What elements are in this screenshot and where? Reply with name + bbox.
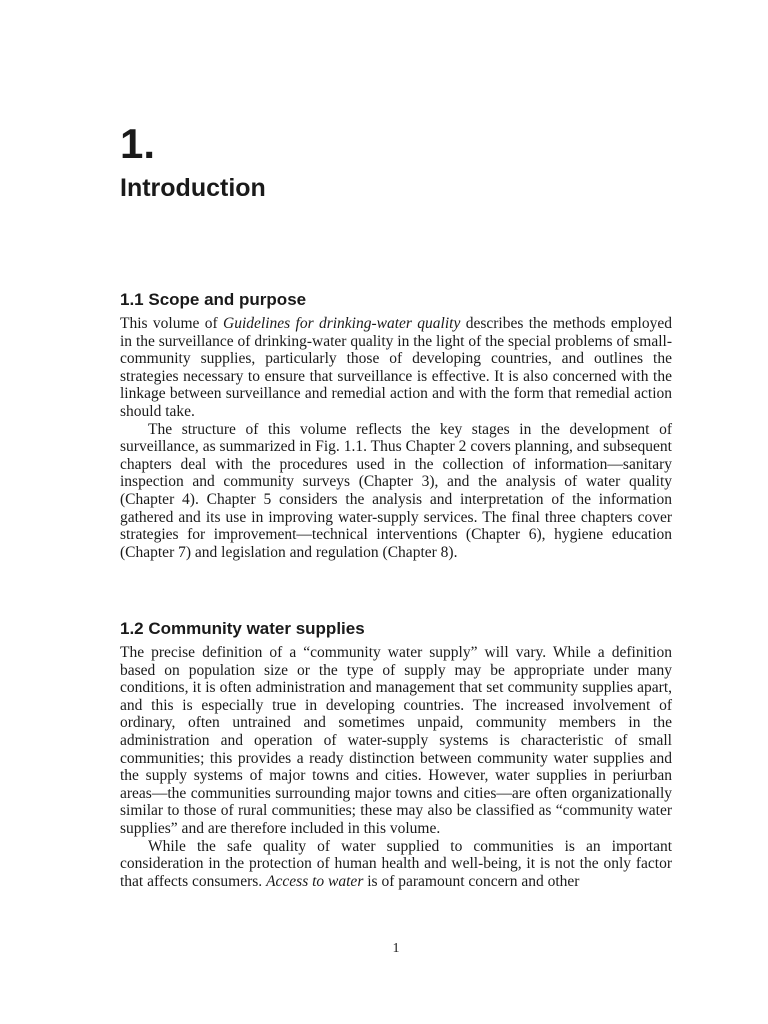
- page-number: 1: [392, 941, 400, 956]
- paragraph-text: This volume of: [120, 315, 224, 332]
- section-scope-and-purpose: [120, 289, 672, 561]
- section-community-water-supplies: [120, 618, 672, 890]
- paragraph-text: describes the methods employed in the surveillance of drinking-water quality in the light of the special problems of small-community supplies, particularly those of developing countries, and outlines the strategies necessary to ensure that surveillance is effective. It is also concerned with the linkage between surveillance and remedial action and with the form that remedial action should take.: [120, 315, 672, 420]
- publication-title: Guidelines for drinking-water quality: [223, 315, 461, 332]
- paragraph: The structure of this volume reflects the key stages in the development of surveillance, as summarized in Fig. 1.1. Thus Chapter 2 covers planning, and subsequent chapters deal with the procedures used in the collection of information—sanitary inspection and community surveys (Chapter 3), and the analysis of water quality (Chapter 4). Chapter 5 considers the analysis and interpretation of the information gathered and its use in improving water-supply services. The final three chapters cover strategies for improvement—technical interventions (Chapter 6), hygiene education (Chapter 7) and legislation and regulation (Chapter 8).: [120, 420, 672, 561]
- chapter-title: Introduction: [120, 174, 266, 202]
- paragraph-text: is of paramount concern and other: [363, 872, 580, 890]
- paragraph-text: While the safe quality of water supplied to communities is an important consideration in the protection of human health and well-being, it is not the only factor that affects consumers.: [120, 837, 672, 890]
- chapter-number: 1.: [120, 120, 156, 167]
- paragraph: The precise definition of a “community water supply” will vary. While a definition based on population size or the type of supply may be appropriate under many conditions, it is often administration and management that set community supplies apart, and this is especially true in developing countries. The increased involvement of ordinary, often untrained and sometimes unpaid, community members in the administration and operation of water-supply systems is characteristic of small communities; this provides a ready distinction between community water supplies and the supply systems of major towns and cities. However, water supplies in periurban areas—the communities surrounding major towns and cities—are often organizationally similar to those of rural communities; these may also be classified as “community water supplies” and are therefore included in this volume.: [120, 644, 672, 837]
- emphasis-term: Access to water: [266, 872, 364, 890]
- section-heading: 1.2 Community water supplies: [120, 619, 365, 638]
- paragraph: [120, 315, 672, 421]
- section-heading: 1.1 Scope and purpose: [120, 290, 307, 309]
- paragraph: [120, 838, 672, 891]
